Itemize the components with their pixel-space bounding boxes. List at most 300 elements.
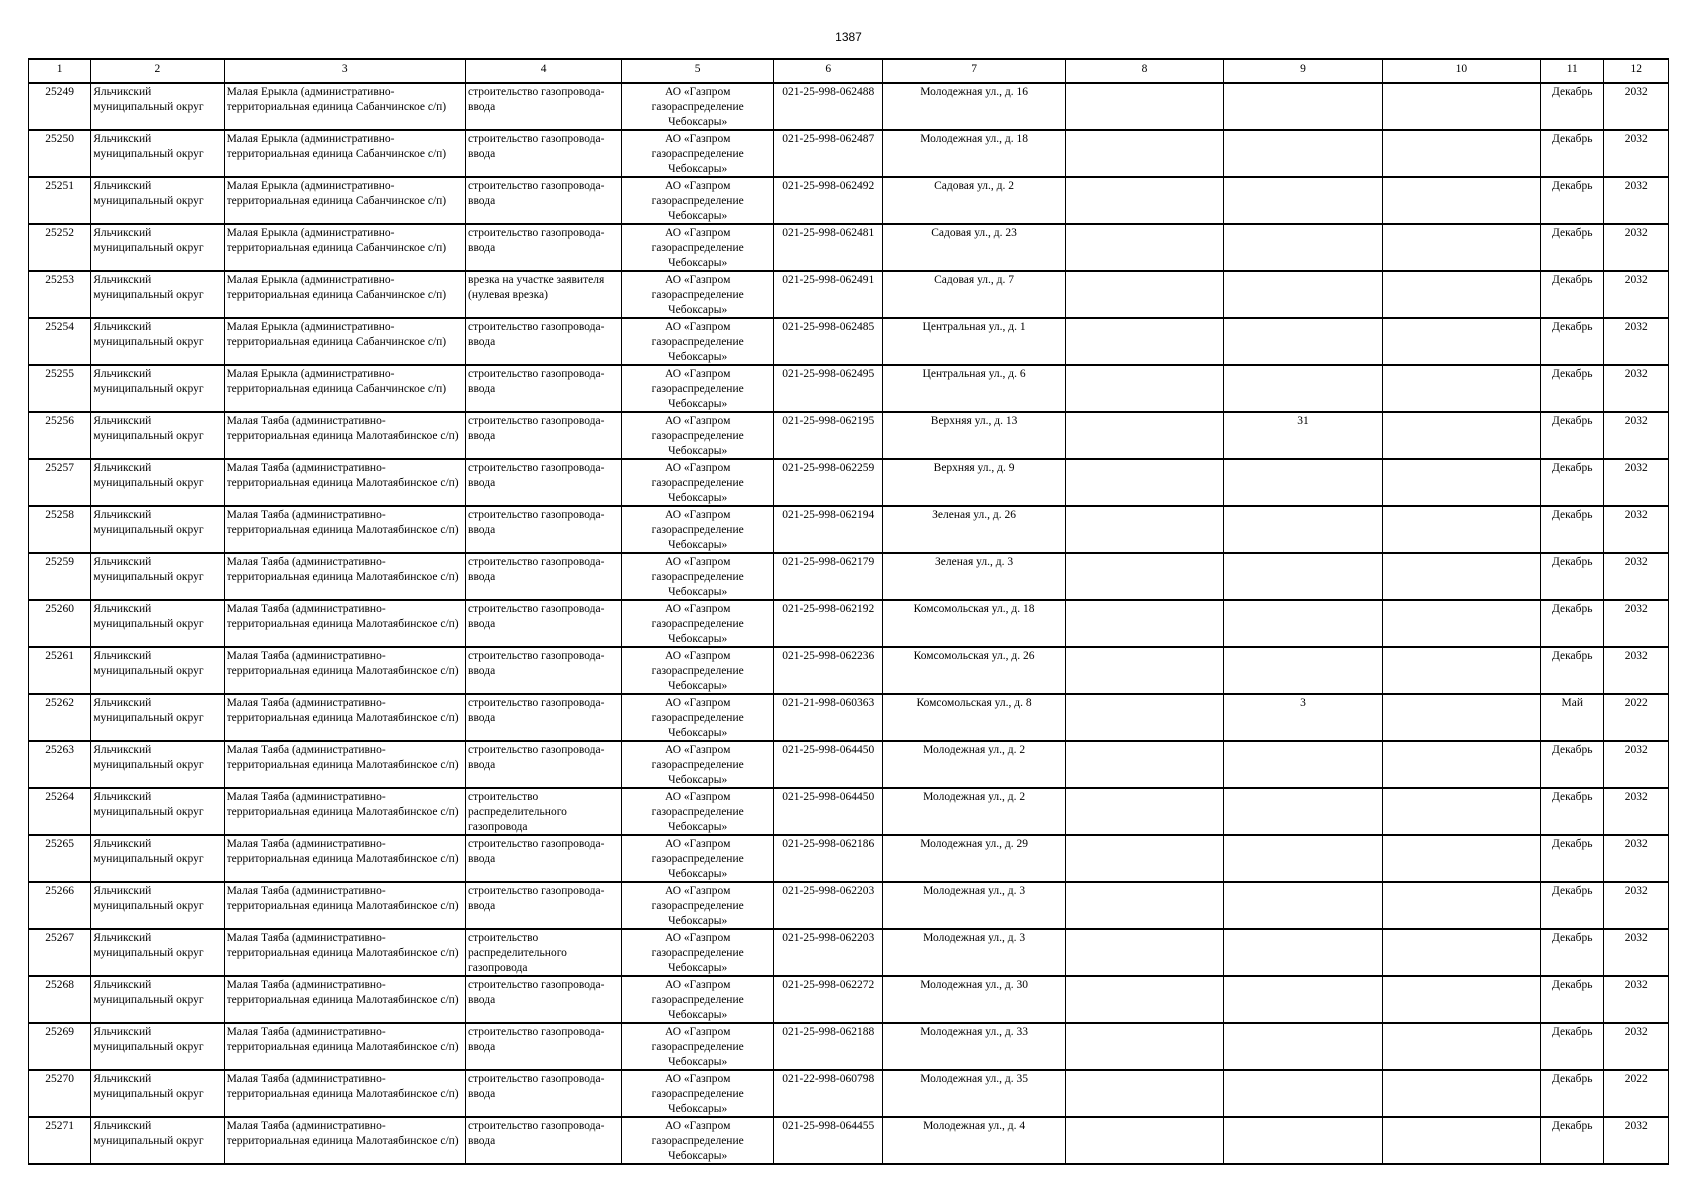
organization-cell <box>622 224 774 271</box>
month-cell <box>1541 177 1604 224</box>
work-type-cell <box>466 506 622 553</box>
column-9-cell <box>1224 224 1382 271</box>
column-10-cell-text <box>1385 461 1538 505</box>
column-10-cell <box>1382 271 1540 318</box>
data-table <box>28 58 1669 1165</box>
organization-cell-text: АО «Газпром газораспределение Чебоксары» <box>651 415 744 457</box>
application-code-cell <box>774 647 883 694</box>
column-10-cell-text <box>1385 508 1538 552</box>
work-type-cell-text: строительство газопровода-ввода <box>468 133 605 160</box>
column-8-cell-text <box>1068 132 1221 176</box>
year-cell <box>1604 835 1669 882</box>
address-cell <box>883 647 1065 694</box>
settlement-cell <box>224 553 465 600</box>
row-number <box>29 600 91 647</box>
column-9-cell-text <box>1226 602 1379 646</box>
column-8-cell-text <box>1068 884 1221 928</box>
work-type-cell-text: строительство распределительного газопровода <box>468 932 567 974</box>
application-code-cell <box>774 506 883 553</box>
month-cell-text: Декабрь <box>1552 509 1593 521</box>
district-cell <box>91 600 224 647</box>
application-code-cell-text: 021-25-998-062485 <box>782 321 875 333</box>
application-code-cell <box>774 224 883 271</box>
column-10-cell-text <box>1385 649 1538 693</box>
row-number-text: 25251 <box>45 180 74 192</box>
application-code-cell <box>774 1070 883 1117</box>
column-9-cell-text <box>1226 555 1379 599</box>
column-header: 12 <box>1604 59 1669 83</box>
column-9-cell <box>1224 412 1382 459</box>
column-8-cell <box>1065 694 1223 741</box>
application-code-cell <box>774 694 883 741</box>
address-cell-text: Садовая ул., д. 7 <box>934 274 1015 286</box>
address-cell <box>883 412 1065 459</box>
organization-cell-text: АО «Газпром газораспределение Чебоксары» <box>651 556 744 598</box>
application-code-cell-text: 021-25-998-062203 <box>782 885 875 897</box>
month-cell <box>1541 1070 1604 1117</box>
settlement-cell <box>224 1117 465 1164</box>
column-8-cell <box>1065 882 1223 929</box>
organization-cell-text: АО «Газпром газораспределение Чебоксары» <box>651 133 744 175</box>
work-type-cell-text: строительство газопровода-ввода <box>468 509 605 536</box>
organization-cell <box>622 1117 774 1164</box>
row-number-text: 25266 <box>45 885 74 897</box>
application-code-cell <box>774 929 883 976</box>
month-cell-text: Декабрь <box>1552 979 1593 991</box>
year-cell-text: 2032 <box>1624 556 1648 568</box>
organization-cell <box>622 647 774 694</box>
district-cell <box>91 130 224 177</box>
work-type-cell <box>466 365 622 412</box>
column-10-cell-text <box>1385 132 1538 176</box>
district-cell-text: Яльчикский муниципальный округ <box>93 1073 204 1100</box>
work-type-cell <box>466 271 622 318</box>
application-code-cell-text: 021-25-998-062492 <box>782 180 875 192</box>
column-9-cell-text <box>1226 1072 1379 1116</box>
application-code-cell-text: 021-25-998-062259 <box>782 462 875 474</box>
year-cell-text: 2032 <box>1624 227 1648 239</box>
column-9-cell-text: 3 <box>1300 697 1306 709</box>
column-8-cell-text <box>1068 320 1221 364</box>
table-row <box>29 882 1669 929</box>
application-code-cell <box>774 130 883 177</box>
column-8-cell-text <box>1068 978 1221 1022</box>
settlement-cell <box>224 1023 465 1070</box>
work-type-cell <box>466 130 622 177</box>
row-number <box>29 130 91 177</box>
row-number-text: 25255 <box>45 368 74 380</box>
month-cell-text: Декабрь <box>1552 274 1593 286</box>
address-cell-text: Зеленая ул., д. 26 <box>932 509 1016 521</box>
district-cell-text: Яльчикский муниципальный округ <box>93 227 204 254</box>
column-9-cell-text <box>1226 931 1379 975</box>
column-10-cell-text <box>1385 696 1538 740</box>
application-code-cell-text: 021-25-998-062179 <box>782 556 875 568</box>
month-cell-text: Декабрь <box>1552 133 1593 145</box>
column-10-cell-text <box>1385 743 1538 787</box>
column-9-cell-text <box>1226 1025 1379 1069</box>
organization-cell-text: АО «Газпром газораспределение Чебоксары» <box>651 791 744 833</box>
month-cell <box>1541 224 1604 271</box>
work-type-cell <box>466 553 622 600</box>
column-8-cell <box>1065 835 1223 882</box>
month-cell-text: Декабрь <box>1552 368 1593 380</box>
district-cell <box>91 1070 224 1117</box>
column-9-cell <box>1224 365 1382 412</box>
column-9-cell <box>1224 1117 1382 1164</box>
district-cell-text: Яльчикский муниципальный округ <box>93 1120 204 1147</box>
district-cell-text: Яльчикский муниципальный округ <box>93 932 204 959</box>
year-cell <box>1604 694 1669 741</box>
row-number-text: 25257 <box>45 462 74 474</box>
work-type-cell <box>466 1117 622 1164</box>
column-8-cell-text <box>1068 555 1221 599</box>
month-cell-text: Декабрь <box>1552 227 1593 239</box>
column-9-cell-text <box>1226 85 1379 129</box>
year-cell <box>1604 553 1669 600</box>
table-row <box>29 835 1669 882</box>
column-10-cell <box>1382 130 1540 177</box>
organization-cell-text: АО «Газпром газораспределение Чебоксары» <box>651 180 744 222</box>
table-row <box>29 177 1669 224</box>
year-cell-text: 2032 <box>1624 321 1648 333</box>
table-row <box>29 976 1669 1023</box>
month-cell <box>1541 600 1604 647</box>
settlement-cell-text: Малая Таяба (административно-территориальная единица Малотаябинское с/п) <box>226 1026 459 1053</box>
settlement-cell-text: Малая Таяба (административно-территориальная единица Малотаябинское с/п) <box>226 1073 459 1100</box>
table-row <box>29 1070 1669 1117</box>
month-cell-text: Декабрь <box>1552 744 1593 756</box>
row-number <box>29 882 91 929</box>
month-cell <box>1541 459 1604 506</box>
district-cell-text: Яльчикский муниципальный округ <box>93 415 204 442</box>
year-cell <box>1604 83 1669 130</box>
row-number <box>29 976 91 1023</box>
row-number-text: 25267 <box>45 932 74 944</box>
year-cell-text: 2032 <box>1624 603 1648 615</box>
organization-cell <box>622 130 774 177</box>
month-cell-text: Декабрь <box>1552 650 1593 662</box>
column-8-cell-text <box>1068 461 1221 505</box>
year-cell <box>1604 1117 1669 1164</box>
address-cell <box>883 929 1065 976</box>
address-cell-text: Молодежная ул., д. 2 <box>923 744 1026 756</box>
organization-cell-text: АО «Газпром газораспределение Чебоксары» <box>651 86 744 128</box>
year-cell-text: 2022 <box>1624 697 1648 709</box>
month-cell <box>1541 929 1604 976</box>
column-8-cell <box>1065 130 1223 177</box>
address-cell-text: Молодежная ул., д. 18 <box>920 133 1028 145</box>
month-cell <box>1541 553 1604 600</box>
settlement-cell <box>224 224 465 271</box>
column-9-cell <box>1224 83 1382 130</box>
year-cell-text: 2032 <box>1624 1026 1648 1038</box>
year-cell <box>1604 976 1669 1023</box>
organization-cell <box>622 976 774 1023</box>
column-8-cell <box>1065 741 1223 788</box>
column-10-cell <box>1382 882 1540 929</box>
settlement-cell-text: Малая Ерыкла (административно-территориальная единица Сабанчинское с/п) <box>226 180 447 207</box>
table-row <box>29 1117 1669 1164</box>
district-cell-text: Яльчикский муниципальный округ <box>93 744 204 771</box>
application-code-cell-text: 021-25-998-062188 <box>782 1026 875 1038</box>
column-9-cell <box>1224 647 1382 694</box>
column-9-cell <box>1224 459 1382 506</box>
application-code-cell <box>774 882 883 929</box>
address-cell <box>883 271 1065 318</box>
application-code-cell-text: 021-25-998-062272 <box>782 979 875 991</box>
row-number <box>29 929 91 976</box>
column-8-cell <box>1065 459 1223 506</box>
address-cell <box>883 318 1065 365</box>
column-number-row <box>29 59 1669 83</box>
address-cell-text: Комсомольская ул., д. 26 <box>913 650 1035 662</box>
application-code-cell-text: 021-25-998-062203 <box>782 932 875 944</box>
column-10-cell <box>1382 929 1540 976</box>
address-cell <box>883 506 1065 553</box>
settlement-cell <box>224 600 465 647</box>
table-row <box>29 224 1669 271</box>
address-cell-text: Молодежная ул., д. 16 <box>920 86 1028 98</box>
address-cell-text: Молодежная ул., д. 4 <box>923 1120 1026 1132</box>
work-type-cell <box>466 835 622 882</box>
organization-cell <box>622 1070 774 1117</box>
work-type-cell <box>466 224 622 271</box>
district-cell-text: Яльчикский муниципальный округ <box>93 838 204 865</box>
column-9-cell <box>1224 882 1382 929</box>
column-8-cell <box>1065 271 1223 318</box>
column-8-cell <box>1065 600 1223 647</box>
organization-cell-text: АО «Газпром газораспределение Чебоксары» <box>651 979 744 1021</box>
organization-cell <box>622 600 774 647</box>
address-cell-text: Молодежная ул., д. 2 <box>923 791 1026 803</box>
column-10-cell <box>1382 553 1540 600</box>
row-number <box>29 459 91 506</box>
column-8-cell-text <box>1068 696 1221 740</box>
column-10-cell <box>1382 647 1540 694</box>
application-code-cell-text: 021-21-998-060363 <box>782 697 875 709</box>
column-8-cell <box>1065 365 1223 412</box>
work-type-cell-text: строительство газопровода-ввода <box>468 603 605 630</box>
row-number-text: 25269 <box>45 1026 74 1038</box>
work-type-cell-text: строительство газопровода-ввода <box>468 1026 605 1053</box>
column-8-cell-text <box>1068 414 1221 458</box>
year-cell-text: 2032 <box>1624 932 1648 944</box>
column-10-cell <box>1382 788 1540 835</box>
address-cell-text: Комсомольская ул., д. 18 <box>913 603 1035 615</box>
column-10-cell <box>1382 412 1540 459</box>
settlement-cell <box>224 647 465 694</box>
settlement-cell <box>224 412 465 459</box>
year-cell <box>1604 647 1669 694</box>
column-9-cell-text <box>1226 179 1379 223</box>
district-cell-text: Яльчикский муниципальный округ <box>93 556 204 583</box>
address-cell-text: Молодежная ул., д. 3 <box>923 932 1026 944</box>
district-cell-text: Яльчикский муниципальный округ <box>93 650 204 677</box>
address-cell-text: Центральная ул., д. 1 <box>922 321 1026 333</box>
column-9-cell <box>1224 271 1382 318</box>
month-cell-text: Декабрь <box>1552 791 1593 803</box>
settlement-cell-text: Малая Ерыкла (административно-территориальная единица Сабанчинское с/п) <box>226 321 447 348</box>
column-header: 5 <box>622 59 774 83</box>
column-10-cell <box>1382 694 1540 741</box>
month-cell <box>1541 647 1604 694</box>
address-cell <box>883 882 1065 929</box>
organization-cell-text: АО «Газпром газораспределение Чебоксары» <box>651 744 744 786</box>
row-number <box>29 1023 91 1070</box>
month-cell <box>1541 271 1604 318</box>
work-type-cell-text: строительство газопровода-ввода <box>468 885 605 912</box>
column-8-cell <box>1065 929 1223 976</box>
district-cell <box>91 882 224 929</box>
settlement-cell <box>224 741 465 788</box>
work-type-cell <box>466 976 622 1023</box>
address-cell-text: Садовая ул., д. 2 <box>934 180 1015 192</box>
work-type-cell <box>466 788 622 835</box>
year-cell-text: 2032 <box>1624 133 1648 145</box>
district-cell <box>91 976 224 1023</box>
row-number-text: 25253 <box>45 274 74 286</box>
settlement-cell-text: Малая Таяба (административно-территориальная единица Малотаябинское с/п) <box>226 556 459 583</box>
month-cell-text: Декабрь <box>1552 415 1593 427</box>
district-cell <box>91 788 224 835</box>
district-cell-text: Яльчикский муниципальный округ <box>93 133 204 160</box>
district-cell <box>91 553 224 600</box>
work-type-cell <box>466 647 622 694</box>
column-9-cell <box>1224 318 1382 365</box>
work-type-cell-text: врезка на участке заявителя (нулевая врезка) <box>468 274 605 301</box>
organization-cell <box>622 741 774 788</box>
district-cell-text: Яльчикский муниципальный округ <box>93 368 204 395</box>
column-9-cell-text <box>1226 320 1379 364</box>
district-cell-text: Яльчикский муниципальный округ <box>93 86 204 113</box>
settlement-cell <box>224 177 465 224</box>
address-cell-text: Садовая ул., д. 23 <box>931 227 1017 239</box>
table-row <box>29 600 1669 647</box>
month-cell <box>1541 1117 1604 1164</box>
application-code-cell-text: 021-25-998-064450 <box>782 791 875 803</box>
column-8-cell-text <box>1068 1072 1221 1116</box>
work-type-cell <box>466 83 622 130</box>
district-cell <box>91 459 224 506</box>
organization-cell-text: АО «Газпром газораспределение Чебоксары» <box>651 650 744 692</box>
address-cell <box>883 177 1065 224</box>
column-9-cell <box>1224 130 1382 177</box>
row-number-text: 25263 <box>45 744 74 756</box>
district-cell <box>91 318 224 365</box>
year-cell <box>1604 130 1669 177</box>
column-10-cell-text <box>1385 931 1538 975</box>
column-9-cell-text <box>1226 226 1379 270</box>
settlement-cell-text: Малая Таяба (административно-территориальная единица Малотаябинское с/п) <box>226 791 459 818</box>
address-cell-text: Зеленая ул., д. 3 <box>935 556 1014 568</box>
address-cell <box>883 694 1065 741</box>
row-number <box>29 1070 91 1117</box>
row-number-text: 25262 <box>45 697 74 709</box>
organization-cell-text: АО «Газпром газораспределение Чебоксары» <box>651 227 744 269</box>
application-code-cell <box>774 1023 883 1070</box>
district-cell-text: Яльчикский муниципальный округ <box>93 180 204 207</box>
organization-cell <box>622 835 774 882</box>
column-10-cell-text <box>1385 602 1538 646</box>
settlement-cell-text: Малая Таяба (административно-территориальная единица Малотаябинское с/п) <box>226 979 459 1006</box>
column-8-cell-text <box>1068 273 1221 317</box>
column-header: 2 <box>91 59 224 83</box>
column-8-cell-text <box>1068 367 1221 411</box>
row-number-text: 25252 <box>45 227 74 239</box>
application-code-cell-text: 021-25-998-062186 <box>782 838 875 850</box>
work-type-cell <box>466 1070 622 1117</box>
application-code-cell <box>774 788 883 835</box>
column-header: 11 <box>1541 59 1604 83</box>
table-row <box>29 929 1669 976</box>
column-8-cell <box>1065 1070 1223 1117</box>
column-9-cell-text: 31 <box>1297 415 1309 427</box>
year-cell-text: 2032 <box>1624 650 1648 662</box>
column-10-cell-text <box>1385 555 1538 599</box>
application-code-cell-text: 021-25-998-062236 <box>782 650 875 662</box>
row-number <box>29 412 91 459</box>
column-9-cell <box>1224 506 1382 553</box>
address-cell <box>883 130 1065 177</box>
organization-cell <box>622 271 774 318</box>
row-number-text: 25259 <box>45 556 74 568</box>
column-9-cell <box>1224 976 1382 1023</box>
settlement-cell-text: Малая Ерыкла (административно-территориальная единица Сабанчинское с/п) <box>226 368 447 395</box>
column-header: 10 <box>1382 59 1540 83</box>
organization-cell-text: АО «Газпром газораспределение Чебоксары» <box>651 462 744 504</box>
work-type-cell-text: строительство газопровода-ввода <box>468 180 605 207</box>
organization-cell <box>622 318 774 365</box>
column-9-cell-text <box>1226 132 1379 176</box>
organization-cell <box>622 1023 774 1070</box>
month-cell <box>1541 1023 1604 1070</box>
district-cell-text: Яльчикский муниципальный округ <box>93 791 204 818</box>
table-row <box>29 459 1669 506</box>
settlement-cell-text: Малая Таяба (административно-территориальная единица Малотаябинское с/п) <box>226 415 459 442</box>
application-code-cell <box>774 365 883 412</box>
column-10-cell <box>1382 1023 1540 1070</box>
address-cell <box>883 976 1065 1023</box>
column-10-cell-text <box>1385 1119 1538 1163</box>
application-code-cell <box>774 177 883 224</box>
application-code-cell-text: 021-25-998-062491 <box>782 274 875 286</box>
address-cell <box>883 553 1065 600</box>
column-8-cell <box>1065 318 1223 365</box>
year-cell-text: 2032 <box>1624 885 1648 897</box>
district-cell <box>91 694 224 741</box>
address-cell-text: Комсомольская ул., д. 8 <box>916 697 1032 709</box>
district-cell-text: Яльчикский муниципальный округ <box>93 274 204 301</box>
row-number <box>29 506 91 553</box>
work-type-cell-text: строительство газопровода-ввода <box>468 979 605 1006</box>
table-row <box>29 694 1669 741</box>
district-cell <box>91 83 224 130</box>
column-9-cell-text <box>1226 790 1379 834</box>
settlement-cell-text: Малая Таяба (административно-территориальная единица Малотаябинское с/п) <box>226 603 459 630</box>
year-cell <box>1604 365 1669 412</box>
application-code-cell-text: 021-25-998-062495 <box>782 368 875 380</box>
district-cell-text: Яльчикский муниципальный округ <box>93 885 204 912</box>
address-cell-text: Молодежная ул., д. 30 <box>920 979 1028 991</box>
month-cell <box>1541 83 1604 130</box>
column-10-cell <box>1382 224 1540 271</box>
work-type-cell <box>466 600 622 647</box>
settlement-cell <box>224 882 465 929</box>
settlement-cell-text: Малая Таяба (административно-территориальная единица Малотаябинское с/п) <box>226 885 459 912</box>
year-cell <box>1604 1023 1669 1070</box>
year-cell <box>1604 929 1669 976</box>
